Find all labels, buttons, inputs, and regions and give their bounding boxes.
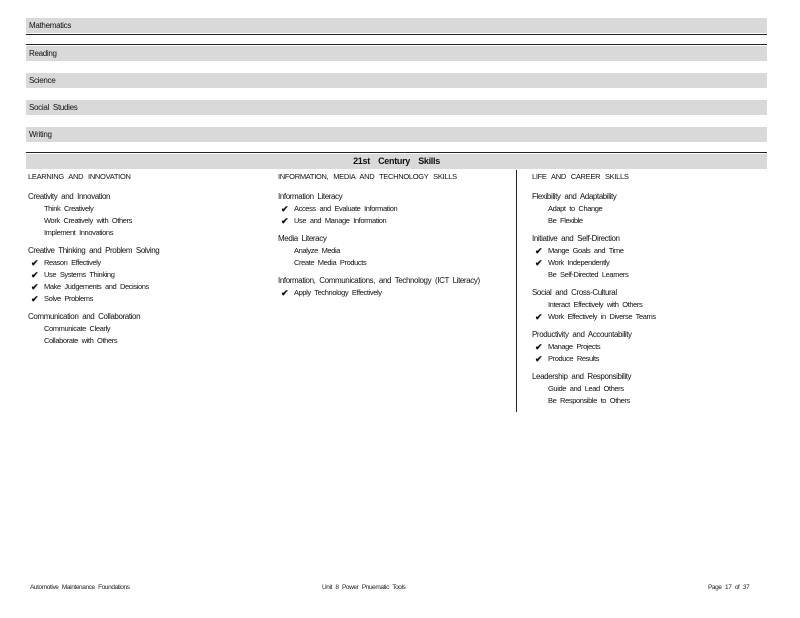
subject-bar-mathematics — [26, 18, 767, 33]
skill-item-label: Collaborate with Others — [44, 336, 118, 345]
skill-item-label: Use and Manage Information — [294, 216, 387, 225]
subject-bar-reading — [26, 46, 767, 61]
skill-item-label: Communicate Clearly — [44, 324, 111, 333]
skill-item — [28, 203, 268, 215]
skill-item — [278, 215, 508, 227]
skill-group — [532, 329, 767, 365]
subject-label: Writing — [29, 130, 52, 139]
skill-item-label: Create Media Products — [294, 258, 367, 267]
checkmark-icon: ✔ — [31, 270, 39, 280]
checkmark-icon: ✔ — [535, 342, 543, 352]
skill-group-title: Creative Thinking and Problem Solving — [28, 246, 160, 255]
subject-label: Social Studies — [29, 103, 78, 112]
skill-item — [28, 269, 268, 281]
skill-group — [278, 233, 508, 269]
subject-label: Mathematics — [29, 21, 72, 30]
skill-group — [532, 191, 767, 227]
skill-group-title: Information Literacy — [278, 192, 343, 201]
skill-item-label: Analyze Media — [294, 246, 340, 255]
footer-course: Automotive Maintenance Foundations — [30, 584, 130, 591]
skill-group-title: Communication and Collaboration — [28, 312, 141, 321]
checkmark-icon: ✔ — [535, 258, 543, 268]
skill-item — [28, 227, 268, 239]
skill-item-label: Apply Technology Effectively — [294, 288, 382, 297]
skill-group — [532, 233, 767, 281]
column-divider — [516, 170, 517, 412]
skill-item-label: Implement Innovations — [44, 228, 114, 237]
skill-item — [28, 335, 268, 347]
skill-group-title: Productivity and Accountability — [532, 330, 632, 339]
checkmark-icon: ✔ — [31, 258, 39, 268]
divider — [26, 44, 767, 45]
skill-item-label: Solve Problems — [44, 294, 93, 303]
checkmark-icon: ✔ — [535, 312, 543, 322]
skill-item-label: Work Creatively with Others — [44, 216, 133, 225]
skill-item — [278, 203, 508, 215]
skill-item-label: Be Flexible — [548, 216, 583, 225]
skill-item — [532, 395, 767, 407]
skill-group-title: Initiative and Self-Direction — [532, 234, 620, 243]
skill-group-title: Leadership and Responsibility — [532, 372, 632, 381]
skill-item-label: Make Judgements and Decisions — [44, 282, 149, 291]
skill-item-label: Think Creatively — [44, 204, 94, 213]
skill-item-label: Interact Effectively with Others — [548, 300, 643, 309]
column-title: LEARNING AND INNOVATION — [28, 172, 131, 181]
skill-item — [28, 215, 268, 227]
skill-item — [278, 257, 508, 269]
skill-item-label: Reason Effectively — [44, 258, 101, 267]
skills-header-title: 21st Century Skills — [353, 156, 440, 166]
skill-group — [532, 287, 767, 323]
footer-unit: Unit 8 Power Pnuematic Tools — [322, 584, 406, 591]
column-title: LIFE AND CAREER SKILLS — [532, 172, 629, 181]
skill-group — [278, 191, 508, 227]
skill-item — [532, 215, 767, 227]
skill-group — [28, 311, 268, 347]
checkmark-icon: ✔ — [535, 246, 543, 256]
skill-item — [532, 353, 767, 365]
skills-header — [26, 154, 767, 169]
subject-label: Reading — [29, 49, 57, 58]
divider — [26, 34, 767, 35]
skill-item — [28, 323, 268, 335]
skill-item-label: Work Independently — [548, 258, 610, 267]
divider — [26, 152, 767, 153]
skill-item — [28, 293, 268, 305]
skill-group-title: Flexibility and Adaptability — [532, 192, 617, 201]
skill-item — [532, 299, 767, 311]
skill-item-label: Manage Projects — [548, 342, 601, 351]
column-title: INFORMATION, MEDIA AND TECHNOLOGY SKILLS — [278, 172, 457, 181]
skill-item-label: Access and Evaluate Information — [294, 204, 398, 213]
skill-item — [532, 341, 767, 353]
skill-item-label: Be Responsible to Others — [548, 396, 630, 405]
skill-item — [532, 383, 767, 395]
skill-item-label: Work Effectively in Diverse Teams — [548, 312, 656, 321]
column-learning-innovation — [28, 171, 268, 353]
subject-bar-science — [26, 73, 767, 88]
skill-item-label: Use Systems Thinking — [44, 270, 115, 279]
checkmark-icon: ✔ — [281, 216, 289, 226]
skill-item — [532, 269, 767, 281]
checkmark-icon: ✔ — [31, 282, 39, 292]
skill-item-label: Produce Results — [548, 354, 600, 363]
skill-item — [278, 287, 508, 299]
footer-page: Page 17 of 37 — [708, 584, 750, 591]
skill-item — [532, 245, 767, 257]
skill-item — [532, 311, 767, 323]
checkmark-icon: ✔ — [281, 204, 289, 214]
column-information-media-technology — [278, 171, 508, 305]
subject-label: Science — [29, 76, 56, 85]
skill-item — [532, 257, 767, 269]
checkmark-icon: ✔ — [281, 288, 289, 298]
subject-bar-writing — [26, 127, 767, 142]
skill-group-title: Social and Cross-Cultural — [532, 288, 617, 297]
skill-item — [28, 257, 268, 269]
subject-bar-social-studies — [26, 100, 767, 115]
skill-item-label: Mange Goals and Time — [548, 246, 624, 255]
skill-group — [28, 245, 268, 305]
skill-group-title: Information, Communications, and Technology (ICT Literacy) — [278, 276, 480, 285]
column-life-career — [532, 171, 767, 413]
skill-item — [532, 203, 767, 215]
skill-group — [278, 275, 508, 299]
skill-item-label: Adapt to Change — [548, 204, 603, 213]
checkmark-icon: ✔ — [31, 294, 39, 304]
skill-item — [278, 245, 508, 257]
skill-item-label: Guide and Lead Others — [548, 384, 624, 393]
skill-item-label: Be Self-Directed Learners — [548, 270, 629, 279]
skill-group — [532, 371, 767, 407]
checkmark-icon: ✔ — [535, 354, 543, 364]
skill-group — [28, 191, 268, 239]
skill-item — [28, 281, 268, 293]
skill-group-title: Media Literacy — [278, 234, 327, 243]
skill-group-title: Creativity and Innovation — [28, 192, 111, 201]
